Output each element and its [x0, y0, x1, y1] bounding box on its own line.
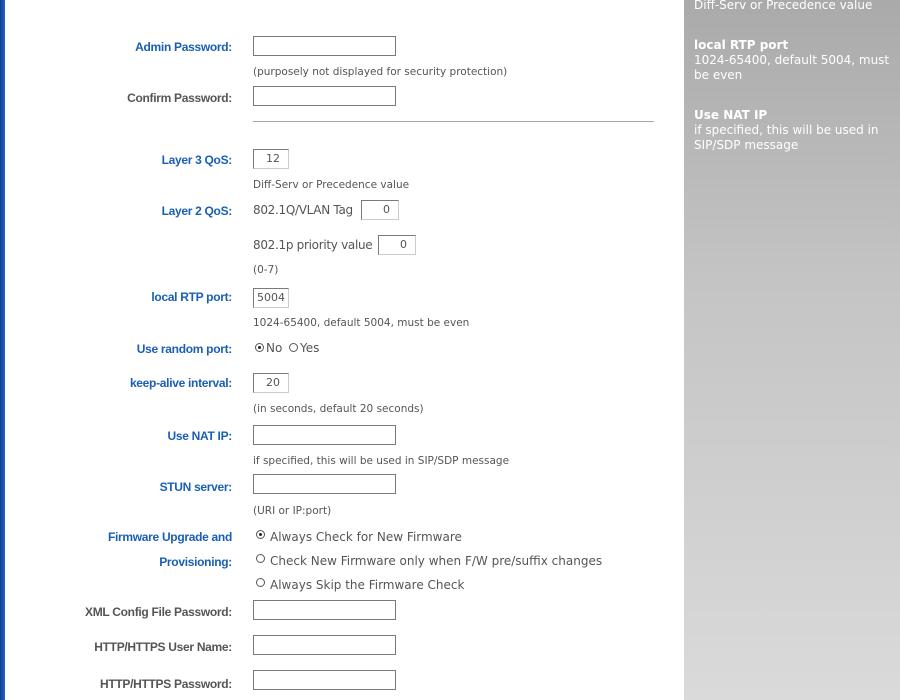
admin-password-note: (purposely not displayed for security protection)	[253, 66, 508, 78]
http-password-label: HTTP/HTTPS Password:	[99, 677, 232, 691]
firmware-label-line2: Provisioning:	[159, 555, 232, 569]
layer2-qos-label: Layer 2 QoS:	[161, 204, 232, 218]
firmware-always-skip-radio[interactable]	[256, 578, 265, 587]
firmware-always-check-radio[interactable]	[256, 530, 265, 539]
firmware-always-check-label[interactable]: Always Check for New Firmware	[270, 530, 462, 544]
priority-value-input[interactable]: 0	[378, 235, 416, 255]
local-rtp-port-note: 1024-65400, default 5004, must be even	[253, 317, 470, 329]
firmware-check-on-change-radio[interactable]	[256, 554, 265, 563]
use-random-port-label: Use random port:	[136, 342, 232, 356]
xml-config-password-input[interactable]	[253, 600, 396, 620]
layer3-qos-note: Diff-Serv or Precedence value	[253, 179, 410, 191]
keep-alive-note: (in seconds, default 20 seconds)	[253, 403, 424, 415]
random-port-yes-label[interactable]: Yes	[300, 341, 320, 355]
help-nat-section	[694, 108, 890, 153]
local-rtp-port-label: local RTP port:	[151, 290, 232, 304]
firmware-check-on-change-label[interactable]: Check New Firmware only when F/W pre/suffix changes	[270, 554, 603, 568]
random-port-no-radio[interactable]	[255, 343, 264, 352]
help-nat-text: if specified, this will be used in SIP/SDP message	[694, 123, 879, 152]
vlan-tag-input[interactable]: 0	[361, 200, 399, 220]
stun-server-input[interactable]	[253, 474, 396, 494]
keep-alive-label: keep-alive interval:	[129, 376, 232, 390]
admin-password-label: Admin Password:	[135, 40, 232, 54]
confirm-password-input[interactable]	[253, 86, 396, 106]
section-divider	[253, 121, 654, 122]
keep-alive-input[interactable]: 20	[253, 373, 289, 393]
priority-value-label: 802.1p priority value	[253, 238, 373, 252]
confirm-password-label: Confirm Password:	[127, 91, 232, 105]
help-qos-text: Diff-Serv or Precedence value	[694, 0, 873, 12]
random-port-yes-radio[interactable]	[289, 343, 298, 352]
use-nat-ip-input[interactable]	[253, 425, 396, 445]
use-nat-ip-label: Use NAT IP:	[167, 429, 232, 443]
http-user-name-input[interactable]	[253, 635, 396, 655]
help-nat-title: Use NAT IP	[694, 108, 768, 122]
firmware-label-line1: Firmware Upgrade and	[107, 530, 232, 544]
random-port-no-label[interactable]: No	[266, 341, 283, 355]
xml-config-password-label: XML Config File Password:	[85, 605, 232, 619]
firmware-always-skip-label[interactable]: Always Skip the Firmware Check	[270, 578, 465, 592]
help-rtp-section	[694, 38, 890, 83]
layer3-qos-input[interactable]: 12	[253, 149, 289, 169]
http-password-input[interactable]	[253, 670, 396, 690]
help-rtp-title: local RTP port	[694, 38, 789, 52]
help-panel	[684, 0, 900, 700]
layer3-qos-label: Layer 3 QoS:	[161, 153, 232, 167]
stun-server-note: (URI or IP:port)	[253, 505, 332, 517]
help-rtp-text: 1024-65400, default 5004, must be even	[694, 53, 890, 82]
vlan-tag-label: 802.1Q/VLAN Tag	[253, 203, 353, 217]
http-user-name-label: HTTP/HTTPS User Name:	[94, 640, 232, 654]
admin-password-input[interactable]	[253, 36, 396, 56]
local-rtp-port-input[interactable]: 5004	[253, 288, 289, 308]
use-nat-ip-note: if specified, this will be used in SIP/SDP message	[253, 455, 510, 467]
stun-server-label: STUN server:	[159, 480, 232, 494]
priority-range-note: (0-7)	[253, 264, 279, 276]
